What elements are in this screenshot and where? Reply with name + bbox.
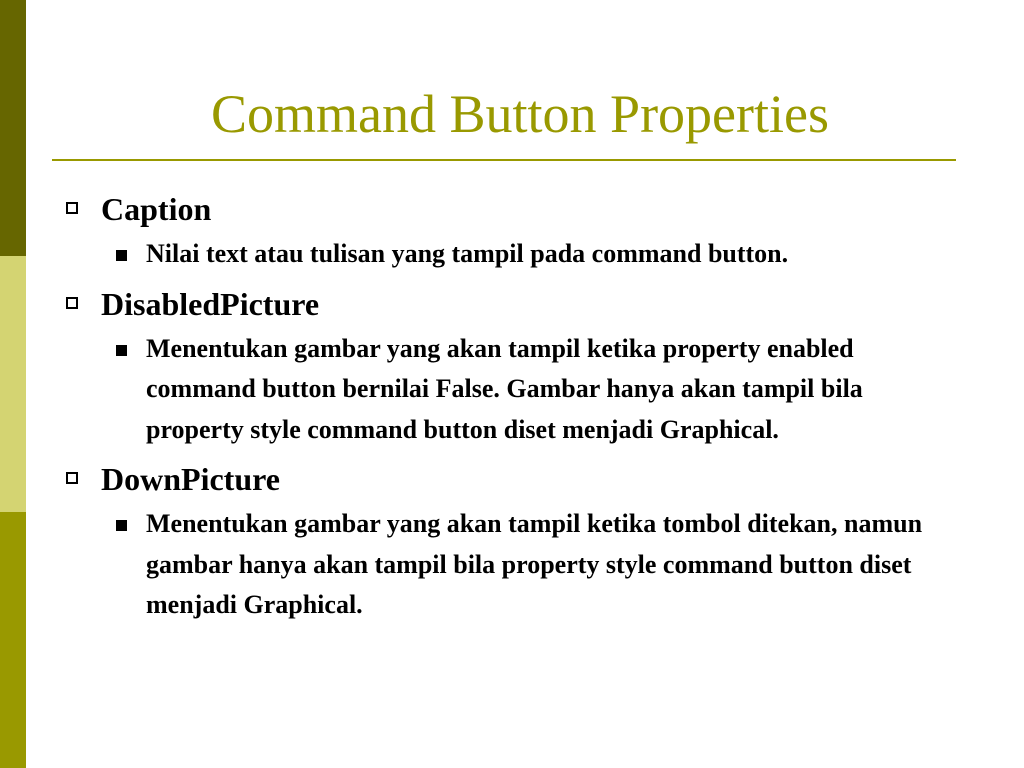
sub-bullet-caption <box>112 234 966 275</box>
sub-bullet-text: Menentukan gambar yang akan tampil ketika property enabled command button bernilai False. Gambar hanya akan tampil bila property style command button diset menjadi Graphical. <box>146 333 863 444</box>
bullet-caption <box>66 186 966 232</box>
sub-bullet-downpicture <box>112 504 966 626</box>
hollow-square-bullet-icon <box>66 202 78 214</box>
sub-bullet-text: Menentukan gambar yang akan tampil ketika tombol ditekan, namun gambar hanya akan tampil bila property style command button diset menjadi Graphical. <box>146 509 923 619</box>
sub-bullet-text: Nilai text atau tulisan yang tampil pada command button. <box>146 239 789 268</box>
hollow-square-bullet-icon <box>66 472 78 484</box>
hollow-square-bullet-icon <box>66 297 78 309</box>
bullet-downpicture <box>66 456 966 502</box>
bullet-label: DownPicture <box>101 461 280 497</box>
bullet-list <box>66 186 966 630</box>
bullet-label: Caption <box>101 191 212 227</box>
filled-square-bullet-icon <box>116 250 127 261</box>
title-divider <box>52 159 956 161</box>
filled-square-bullet-icon <box>116 345 127 356</box>
slide-title: Command Button Properties <box>211 84 829 144</box>
sub-bullet-disabledpicture <box>112 329 966 451</box>
bullet-label: DisabledPicture <box>101 285 320 322</box>
sidebar-band-bottom <box>0 512 26 768</box>
sidebar-band-middle <box>0 256 26 512</box>
bullet-disabledpicture <box>66 281 966 327</box>
filled-square-bullet-icon <box>116 520 127 531</box>
sidebar-band-top <box>0 0 26 256</box>
